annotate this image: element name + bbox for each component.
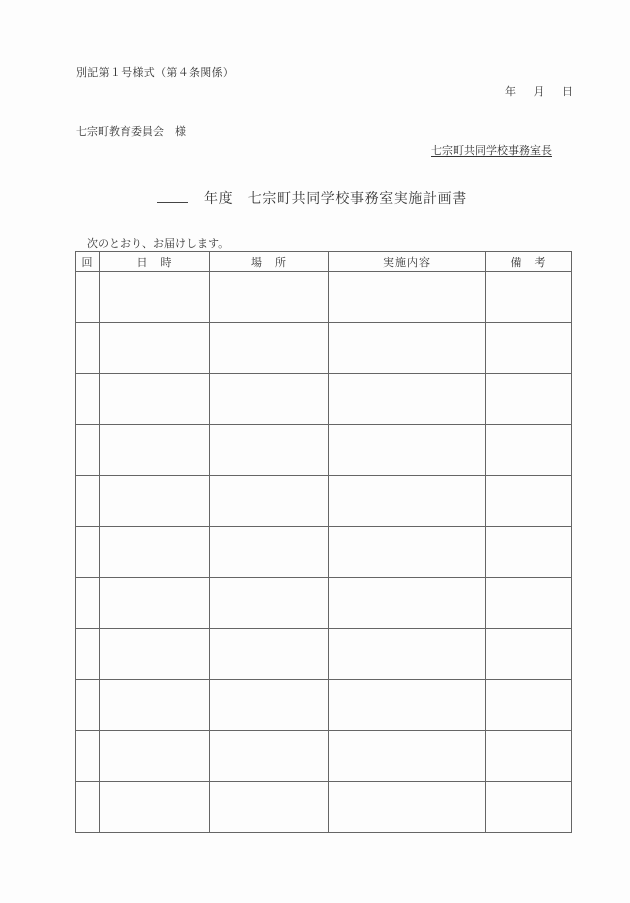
year-blank-line[interactable]	[157, 202, 188, 203]
cell-datetime[interactable]	[100, 731, 210, 782]
cell-round[interactable]	[76, 731, 100, 782]
cell-remarks[interactable]	[486, 629, 572, 680]
intro-text: 次のとおり、お届けします。	[87, 237, 230, 250]
cell-round[interactable]	[76, 272, 100, 323]
cell-remarks[interactable]	[486, 782, 572, 833]
cell-place[interactable]	[210, 680, 329, 731]
cell-place[interactable]	[210, 476, 329, 527]
cell-datetime[interactable]	[100, 272, 210, 323]
page-title: 年度 七宗町共同学校事務室実施計画書	[204, 191, 467, 207]
cell-content[interactable]	[329, 272, 486, 323]
cell-remarks[interactable]	[486, 680, 572, 731]
table-row	[76, 578, 572, 629]
table-row	[76, 782, 572, 833]
table-row	[76, 272, 572, 323]
table-body	[76, 272, 572, 833]
cell-content[interactable]	[329, 578, 486, 629]
addressee: 七宗町教育委員会 様	[76, 125, 186, 138]
cell-content[interactable]	[329, 629, 486, 680]
cell-place[interactable]	[210, 782, 329, 833]
year-label: 年	[505, 85, 516, 98]
header-round: 回	[76, 252, 100, 272]
cell-datetime[interactable]	[100, 629, 210, 680]
cell-content[interactable]	[329, 680, 486, 731]
cell-place[interactable]	[210, 425, 329, 476]
cell-datetime[interactable]	[100, 425, 210, 476]
cell-place[interactable]	[210, 272, 329, 323]
cell-round[interactable]	[76, 782, 100, 833]
cell-place[interactable]	[210, 527, 329, 578]
form-reference: 別記第１号様式（第４条関係）	[76, 66, 235, 79]
cell-round[interactable]	[76, 323, 100, 374]
cell-content[interactable]	[329, 425, 486, 476]
month-label: 月	[533, 85, 545, 98]
day-label: 日	[561, 85, 573, 98]
cell-remarks[interactable]	[486, 374, 572, 425]
cell-place[interactable]	[210, 731, 329, 782]
cell-datetime[interactable]	[100, 578, 210, 629]
cell-remarks[interactable]	[486, 527, 572, 578]
cell-content[interactable]	[329, 731, 486, 782]
table-row	[76, 731, 572, 782]
table-row	[76, 476, 572, 527]
header-remarks: 備 考	[486, 252, 572, 272]
cell-place[interactable]	[210, 629, 329, 680]
cell-remarks[interactable]	[486, 731, 572, 782]
table-row	[76, 527, 572, 578]
cell-datetime[interactable]	[100, 782, 210, 833]
cell-content[interactable]	[329, 476, 486, 527]
cell-datetime[interactable]	[100, 374, 210, 425]
sender-signature: 七宗町共同学校事務室長	[431, 144, 552, 157]
cell-round[interactable]	[76, 680, 100, 731]
table-row	[76, 680, 572, 731]
cell-remarks[interactable]	[486, 272, 572, 323]
cell-remarks[interactable]	[486, 425, 572, 476]
date-field	[505, 83, 573, 99]
cell-datetime[interactable]	[100, 680, 210, 731]
cell-remarks[interactable]	[486, 578, 572, 629]
cell-round[interactable]	[76, 578, 100, 629]
cell-remarks[interactable]	[486, 323, 572, 374]
cell-datetime[interactable]	[100, 323, 210, 374]
cell-content[interactable]	[329, 323, 486, 374]
cell-place[interactable]	[210, 323, 329, 374]
cell-place[interactable]	[210, 374, 329, 425]
cell-datetime[interactable]	[100, 527, 210, 578]
cell-datetime[interactable]	[100, 476, 210, 527]
cell-content[interactable]	[329, 374, 486, 425]
table-row	[76, 425, 572, 476]
cell-round[interactable]	[76, 476, 100, 527]
table-row	[76, 323, 572, 374]
table-header-row	[76, 252, 572, 272]
header-datetime: 日 時	[100, 252, 210, 272]
header-content: 実施内容	[329, 252, 486, 272]
cell-content[interactable]	[329, 527, 486, 578]
table-row	[76, 374, 572, 425]
header-place: 場 所	[210, 252, 329, 272]
cell-round[interactable]	[76, 629, 100, 680]
cell-content[interactable]	[329, 782, 486, 833]
plan-table	[75, 251, 572, 833]
cell-round[interactable]	[76, 527, 100, 578]
cell-round[interactable]	[76, 425, 100, 476]
cell-place[interactable]	[210, 578, 329, 629]
table-row	[76, 629, 572, 680]
cell-round[interactable]	[76, 374, 100, 425]
cell-remarks[interactable]	[486, 476, 572, 527]
